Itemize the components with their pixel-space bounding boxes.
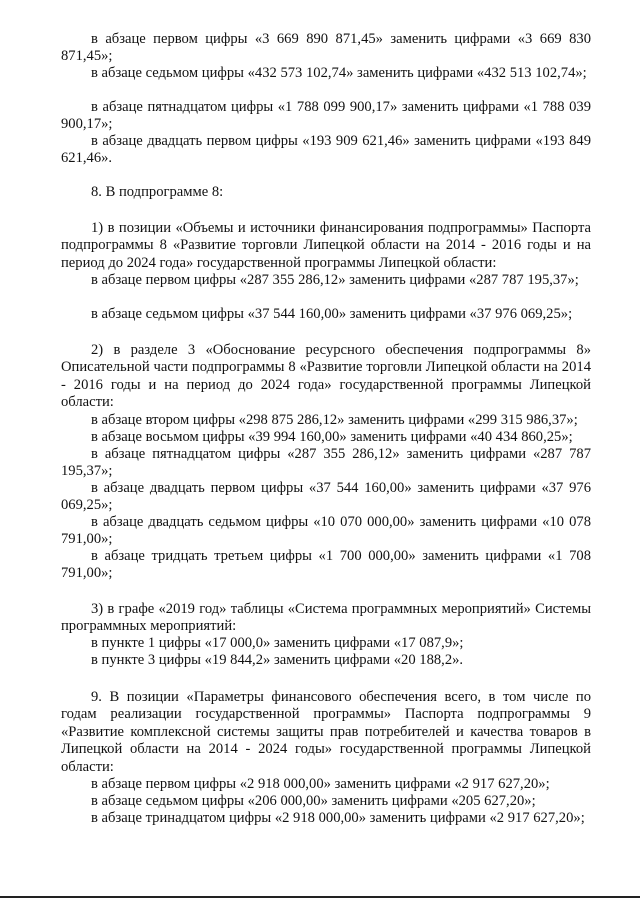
- paragraph: 3) в графе «2019 год» таблицы «Система программных мероприятий» Системы программных мероприятий:: [61, 601, 591, 635]
- paragraph: 1) в позиции «Объемы и источники финансирования подпрограммы» Паспорта подпрограммы 8 «Развитие торговли Липецкой области на 2014 - 2016 годы и на период до 2024 года» государственной программы Липецкой области:: [61, 220, 591, 271]
- paragraph: в абзаце тридцать третьем цифры «1 700 000,00» заменить цифрами «1 708 791,00»;: [61, 548, 591, 582]
- paragraph: в абзаце тринадцатом цифры «2 918 000,00» заменить цифрами «2 917 627,20»;: [91, 810, 585, 826]
- paragraph: в абзаце первом цифры «2 918 000,00» заменить цифрами «2 917 627,20»;: [91, 776, 550, 792]
- paragraph: в абзаце восьмом цифры «39 994 160,00» заменить цифрами «40 434 860,25»;: [91, 429, 573, 445]
- paragraph: в абзаце двадцать первом цифры «37 544 160,00» заменить цифрами «37 976 069,25»;: [61, 480, 591, 514]
- paragraph: в пункте 1 цифры «17 000,0» заменить цифрами «17 087,9»;: [91, 635, 464, 651]
- paragraph: в абзаце первом цифры «287 355 286,12» заменить цифрами «287 787 195,37»;: [91, 272, 579, 288]
- paragraph: в абзаце втором цифры «298 875 286,12» заменить цифрами «299 315 986,37»;: [91, 412, 578, 428]
- paragraph: в пункте 3 цифры «19 844,2» заменить цифрами «20 188,2».: [91, 652, 464, 668]
- page-bottom-rule: [0, 896, 640, 898]
- paragraph: в абзаце двадцать первом цифры «193 909 621,46» заменить цифрами «193 849 621,46».: [61, 133, 591, 167]
- paragraph: 9. В позиции «Параметры финансового обеспечения всего, в том числе по годам реализации государственной программы» Паспорта подпрограммы 9 «Развитие комплексной системы защиты прав потребителей и качества товаров в Липецкой области на 2014 - 2024 годы» государственной программы Липецкой области:: [61, 689, 591, 775]
- paragraph: в абзаце пятнадцатом цифры «287 355 286,12» заменить цифрами «287 787 195,37»;: [61, 446, 591, 480]
- paragraph: в абзаце седьмом цифры «37 544 160,00» заменить цифрами «37 976 069,25»;: [91, 306, 573, 322]
- paragraph: в абзаце первом цифры «3 669 890 871,45» заменить цифрами «3 669 830 871,45»;: [61, 31, 591, 65]
- paragraph: в абзаце седьмом цифры «432 573 102,74» заменить цифрами «432 513 102,74»;: [91, 65, 587, 81]
- paragraph: в абзаце пятнадцатом цифры «1 788 099 900,17» заменить цифрами «1 788 039 900,17»;: [61, 99, 591, 133]
- paragraph: 2) в разделе 3 «Обоснование ресурсного обеспечения подпрограммы 8» Описательной части подпрограммы 8 «Развитие торговли Липецкой области на 2014 - 2016 годы и на период до 2024 года» государственной программы Липецкой области:: [61, 342, 591, 411]
- section-heading: 8. В подпрограмме 8:: [91, 184, 224, 200]
- paragraph: в абзаце седьмом цифры «206 000,00» заменить цифрами «205 627,20»;: [91, 793, 536, 809]
- paragraph: в абзаце двадцать седьмом цифры «10 070 000,00» заменить цифрами «10 078 791,00»;: [61, 514, 591, 548]
